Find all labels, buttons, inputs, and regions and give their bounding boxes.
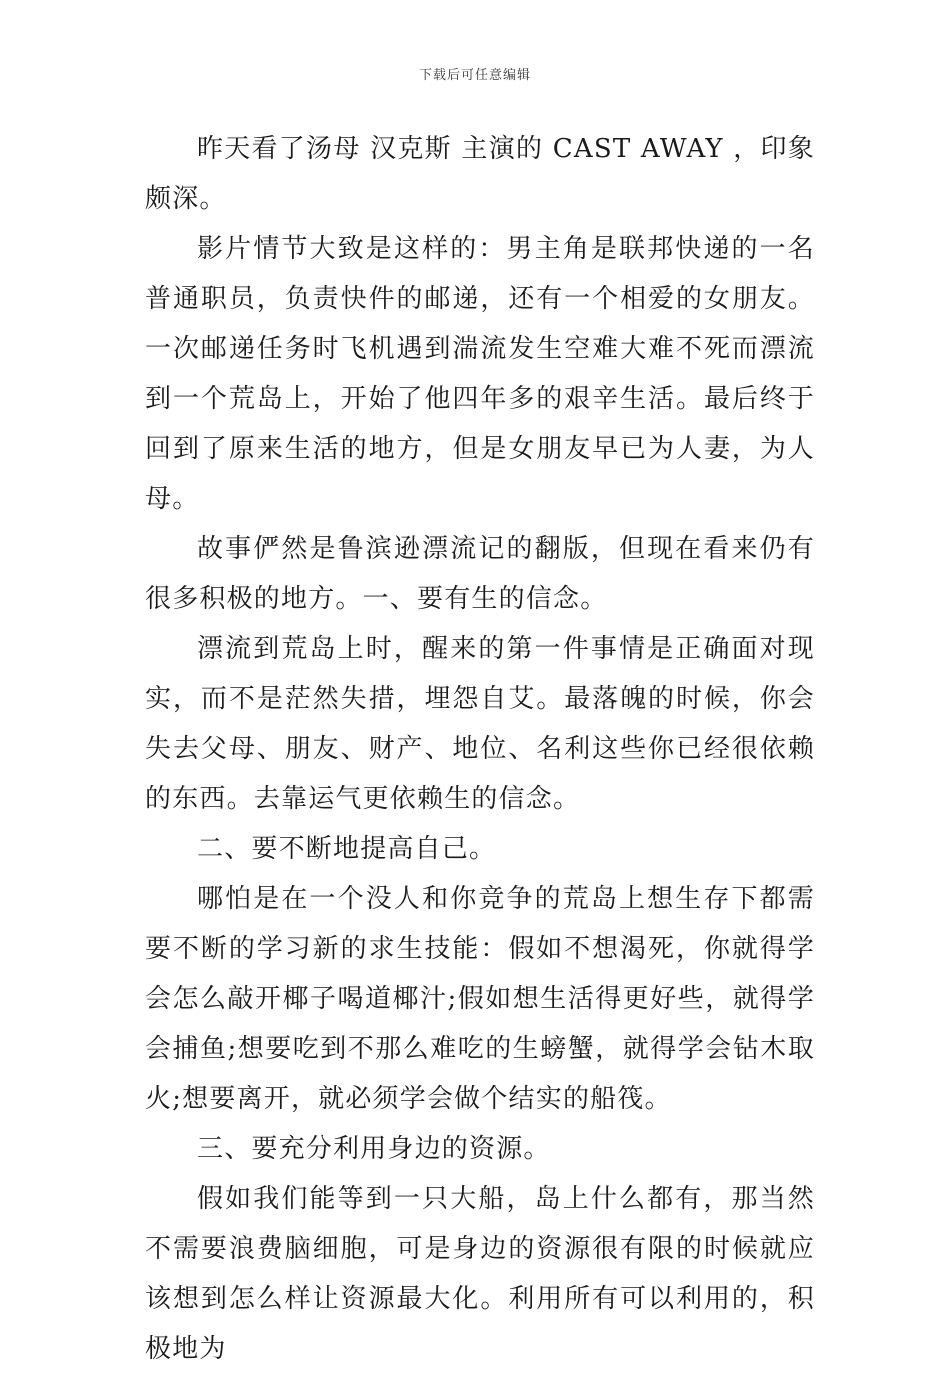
paragraph-keep-learning: 哪怕是在一个没人和你竞争的荒岛上想生存下都需要不断的学习新的求生技能：假如不想渴死，你就得学会怎么敲开椰子喝道椰汁;假如想生活得更好些，就得学会捕鱼;想要吃到不那么难吃的生螃蟹，就得学会钻木取火;想要离开，就必须学会做个结实的船筏。 xyxy=(145,884,815,1114)
paragraph-use-resources: 假如我们能等到一只大船，岛上什么都有，那当然不需要浪费脑细胞，可是身边的资源很有限的时候就应该想到怎么样让资源最大化。利用所有可以利用的，积极地为 xyxy=(145,1184,815,1364)
paragraph-face-reality: 漂流到荒岛上时，醒来的第一件事情是正确面对现实，而不是茫然失措，埋怨自艾。最落魄的时候，你会失去父母、朋友、财产、地位、名利这些你已经很依赖的东西。去靠运气更依赖生的信念。 xyxy=(145,634,815,814)
paragraph-intro: 昨天看了汤母 汉克斯 主演的 CAST AWAY ，印象颇深。 xyxy=(145,134,815,214)
paragraph-point-three-heading: 三、要充分利用身边的资源。 xyxy=(197,1134,551,1164)
paragraph-point-two-heading: 二、要不断地提高自己。 xyxy=(197,834,497,864)
page-header-note: 下载后可任意编辑 xyxy=(418,68,531,83)
paragraph-plot-summary: 影片情节大致是这样的：男主角是联邦快递的一名普通职员，负责快件的邮递，还有一个相爱的女朋友。一次邮递任务时飞机遇到湍流发生空难大难不死而漂流到一个荒岛上，开始了他四年多的艰辛生活。最后终于回到了原来生活的地方，但是女朋友早已为人妻，为人母。 xyxy=(145,234,815,514)
paragraph-story-comment: 故事俨然是鲁滨逊漂流记的翻版，但现在看来仍有很多积极的地方。一、要有生的信念。 xyxy=(145,534,815,614)
document-body xyxy=(145,124,815,1374)
